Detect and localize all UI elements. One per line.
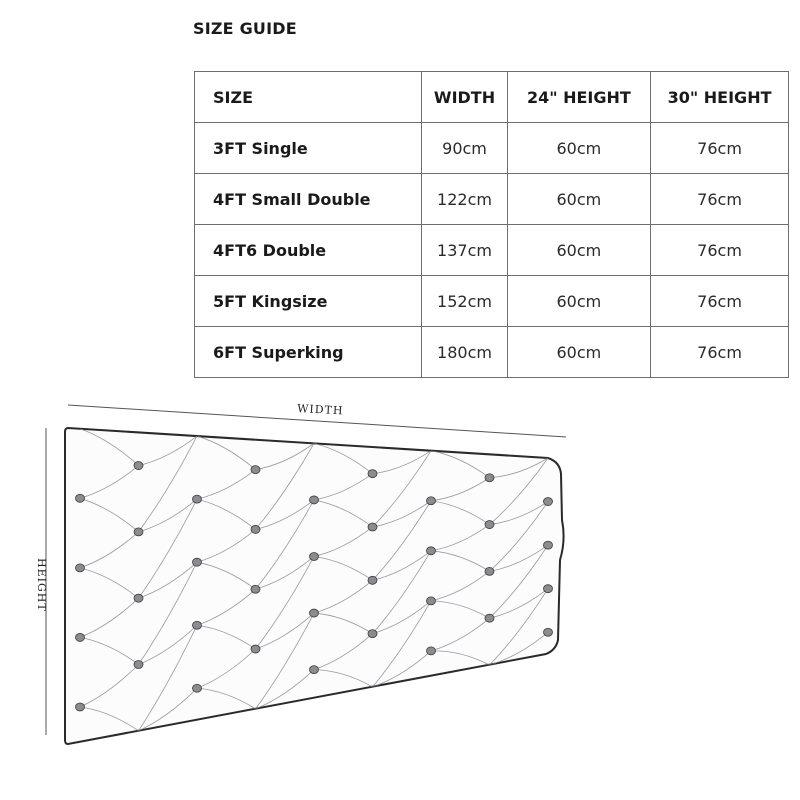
tuft-button xyxy=(427,597,436,605)
height-24-cell: 60cm xyxy=(507,225,650,276)
tuft-button xyxy=(485,567,494,575)
tuft-button xyxy=(251,585,260,593)
height-30-cell: 76cm xyxy=(651,123,789,174)
tuft-button xyxy=(134,594,143,602)
tuft-button xyxy=(544,585,553,593)
tuft-button xyxy=(251,466,260,474)
headboard-diagram xyxy=(0,390,800,800)
tuft-button xyxy=(76,703,85,711)
tuft-button xyxy=(544,628,553,636)
width-cell: 90cm xyxy=(422,123,507,174)
height-24-cell: 60cm xyxy=(507,123,650,174)
height-24-cell: 60cm xyxy=(507,327,650,378)
tuft-button xyxy=(251,525,260,533)
header-size: SIZE xyxy=(195,72,422,123)
height-30-cell: 76cm xyxy=(651,174,789,225)
tuft-button xyxy=(485,521,494,529)
table-row xyxy=(195,174,789,225)
tuft-button xyxy=(544,541,553,549)
tuft-button xyxy=(76,633,85,641)
height-24-cell: 60cm xyxy=(507,174,650,225)
header-30-height: 30" HEIGHT xyxy=(651,72,789,123)
height-label: HEIGHT xyxy=(35,558,48,612)
width-cell: 137cm xyxy=(422,225,507,276)
tuft-button xyxy=(427,547,436,555)
tuft-button xyxy=(368,470,377,478)
tuft-button xyxy=(76,494,85,502)
size-cell: 4FT Small Double xyxy=(195,174,422,225)
tuft-button xyxy=(76,564,85,572)
tuft-button xyxy=(310,609,319,617)
height-30-cell: 76cm xyxy=(651,327,789,378)
width-cell: 180cm xyxy=(422,327,507,378)
table-row xyxy=(195,327,789,378)
size-guide-title: SIZE GUIDE xyxy=(193,19,297,38)
table-row xyxy=(195,225,789,276)
width-cell: 152cm xyxy=(422,276,507,327)
tuft-button xyxy=(368,630,377,638)
size-guide-table xyxy=(194,71,789,378)
tuft-button xyxy=(310,552,319,560)
tuft-button xyxy=(193,684,202,692)
headboard-illustration xyxy=(65,428,564,744)
table-header-row xyxy=(195,72,789,123)
header-width: WIDTH xyxy=(422,72,507,123)
tuft-button xyxy=(193,558,202,566)
tuft-button xyxy=(427,497,436,505)
size-cell: 3FT Single xyxy=(195,123,422,174)
table-row xyxy=(195,276,789,327)
size-cell: 4FT6 Double xyxy=(195,225,422,276)
tuft-button xyxy=(544,498,553,506)
tuft-button xyxy=(251,645,260,653)
tuft-button xyxy=(368,576,377,584)
tuft-button xyxy=(134,660,143,668)
width-cell: 122cm xyxy=(422,174,507,225)
width-label: WIDTH xyxy=(296,402,344,418)
tuft-button xyxy=(368,523,377,531)
tuft-button xyxy=(134,462,143,470)
height-30-cell: 76cm xyxy=(651,225,789,276)
tuft-button xyxy=(193,495,202,503)
tuft-button xyxy=(485,614,494,622)
table-row xyxy=(195,123,789,174)
tuft-button xyxy=(310,496,319,504)
tuft-button xyxy=(193,621,202,629)
tuft-button xyxy=(427,647,436,655)
height-24-cell: 60cm xyxy=(507,276,650,327)
tuft-button xyxy=(310,666,319,674)
tuft-button xyxy=(485,474,494,482)
height-30-cell: 76cm xyxy=(651,276,789,327)
size-cell: 6FT Superking xyxy=(195,327,422,378)
tuft-button xyxy=(134,528,143,536)
size-cell: 5FT Kingsize xyxy=(195,276,422,327)
header-24-height: 24" HEIGHT xyxy=(507,72,650,123)
